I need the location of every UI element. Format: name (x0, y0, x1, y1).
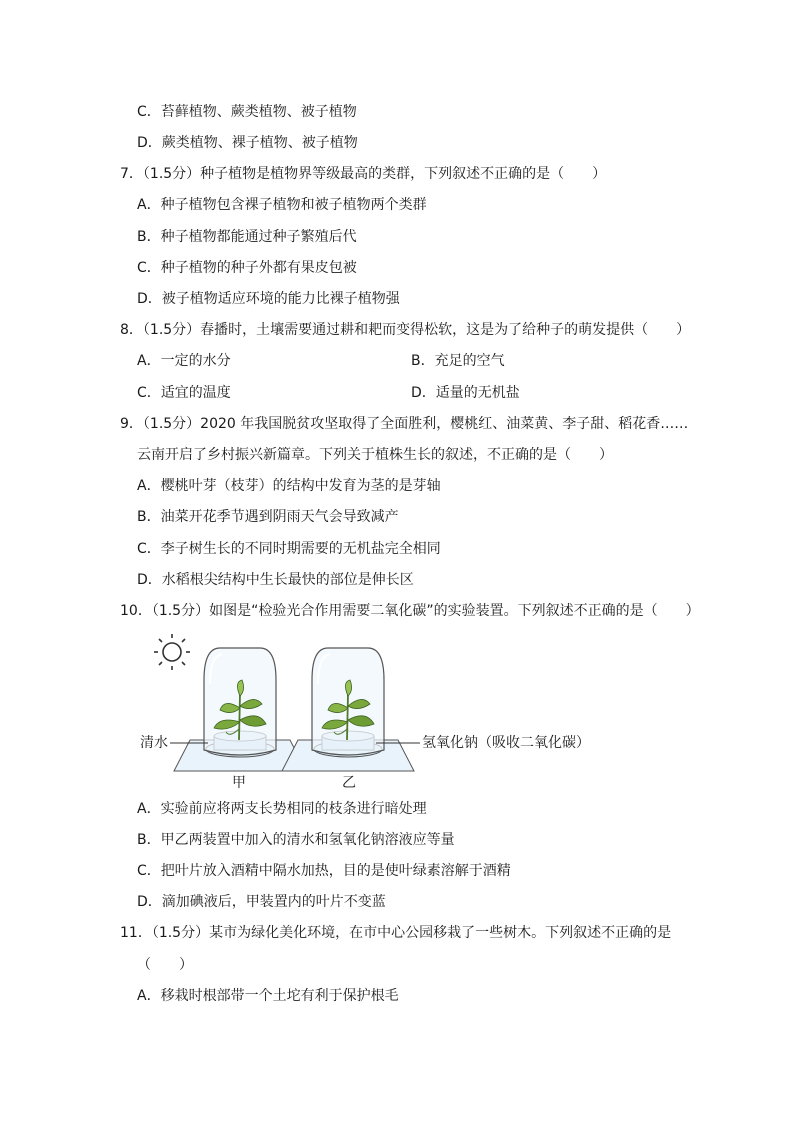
q8-option-a: A．一定的水分 (137, 353, 231, 369)
q9-option-a: A．樱桃叶芽（枝芽）的结构中发育为茎的是芽轴 (137, 478, 441, 494)
q9-stem-line2: 云南开启了乡村振兴新篇章。下列关于植株生长的叙述，不正确的是（ ） (137, 447, 613, 463)
jar-a-apparatus (174, 648, 306, 771)
q10-option-c: C．把叶片放入酒精中隔水加热，目的是使叶绿素溶解于酒精 (137, 863, 511, 879)
sun-icon (154, 634, 190, 670)
q10-option-b: B．甲乙两装置中加入的清水和氢氧化钠溶液应等量 (137, 832, 455, 848)
q6-option-d: D．蕨类植物、裸子植物、被子植物 (137, 135, 358, 151)
q8-option-d: D．适量的无机盐 (411, 385, 520, 401)
q6-option-c: C．苔藓植物、蕨类植物、被子植物 (137, 104, 357, 120)
q10-option-d: D．滴加碘液后，甲装置内的叶片不变蓝 (137, 894, 386, 910)
q10-option-a: A．实验前应将两支长势相同的枝条进行暗处理 (137, 801, 427, 817)
q9-stem-line1: 9．（1.5分）2020 年我国脱贫攻坚取得了全面胜利，樱桃红、油菜黄、李子甜、稻花香…… (120, 416, 689, 432)
q7-option-b: B．种子植物都能通过种子繁殖后代 (137, 229, 357, 245)
q10-stem: 10．（1.5分）如图是“检验光合作用需要二氧化碳”的实验装置。下列叙述不正确的是（ ） (120, 603, 700, 619)
q9-option-c: C．李子树生长的不同时期需要的无机盐完全相同 (137, 541, 441, 557)
q11-stem-line1: 11．（1.5分）某市为绿化美化环境，在市中心公园移栽了一些树木。下列叙述不正确的是 (120, 925, 672, 941)
q7-option-d: D．被子植物适应环境的能力比裸子植物强 (137, 291, 400, 307)
q7-option-a: A．种子植物包含裸子植物和被子植物两个类群 (137, 197, 427, 213)
label-jar-b: 乙 (342, 775, 356, 791)
q9-option-b: B．油菜开花季节遇到阴雨天气会导致减产 (137, 509, 399, 525)
q11-option-a: A．移栽时根部带一个土坨有利于保护根毛 (137, 988, 399, 1004)
q8-stem: 8．（1.5分）春播时，土壤需要通过耕和耙而变得松软，这是为了给种子的萌发提供（ ） (120, 322, 691, 338)
label-clear-water: 清水 (140, 735, 168, 751)
label-jar-a: 甲 (232, 775, 246, 791)
experiment-illustration (140, 632, 620, 794)
q7-option-c: C．种子植物的种子外都有果皮包被 (137, 260, 357, 276)
q7-stem: 7．（1.5分）种子植物是植物界等级最高的类群，下列叙述不正确的是（ ） (120, 166, 607, 182)
q9-option-d: D．水稻根尖结构中生长最快的部位是伸长区 (137, 572, 414, 588)
q8-option-c: C．适宜的温度 (137, 385, 231, 401)
q11-stem-line2: （ ） (137, 957, 193, 973)
jar-b-apparatus (282, 648, 414, 771)
label-sodium-hydroxide: 氢氧化钠（吸收二氧化碳） (422, 735, 590, 751)
experiment-figure (140, 632, 620, 794)
q8-option-b: B．充足的空气 (411, 353, 505, 369)
